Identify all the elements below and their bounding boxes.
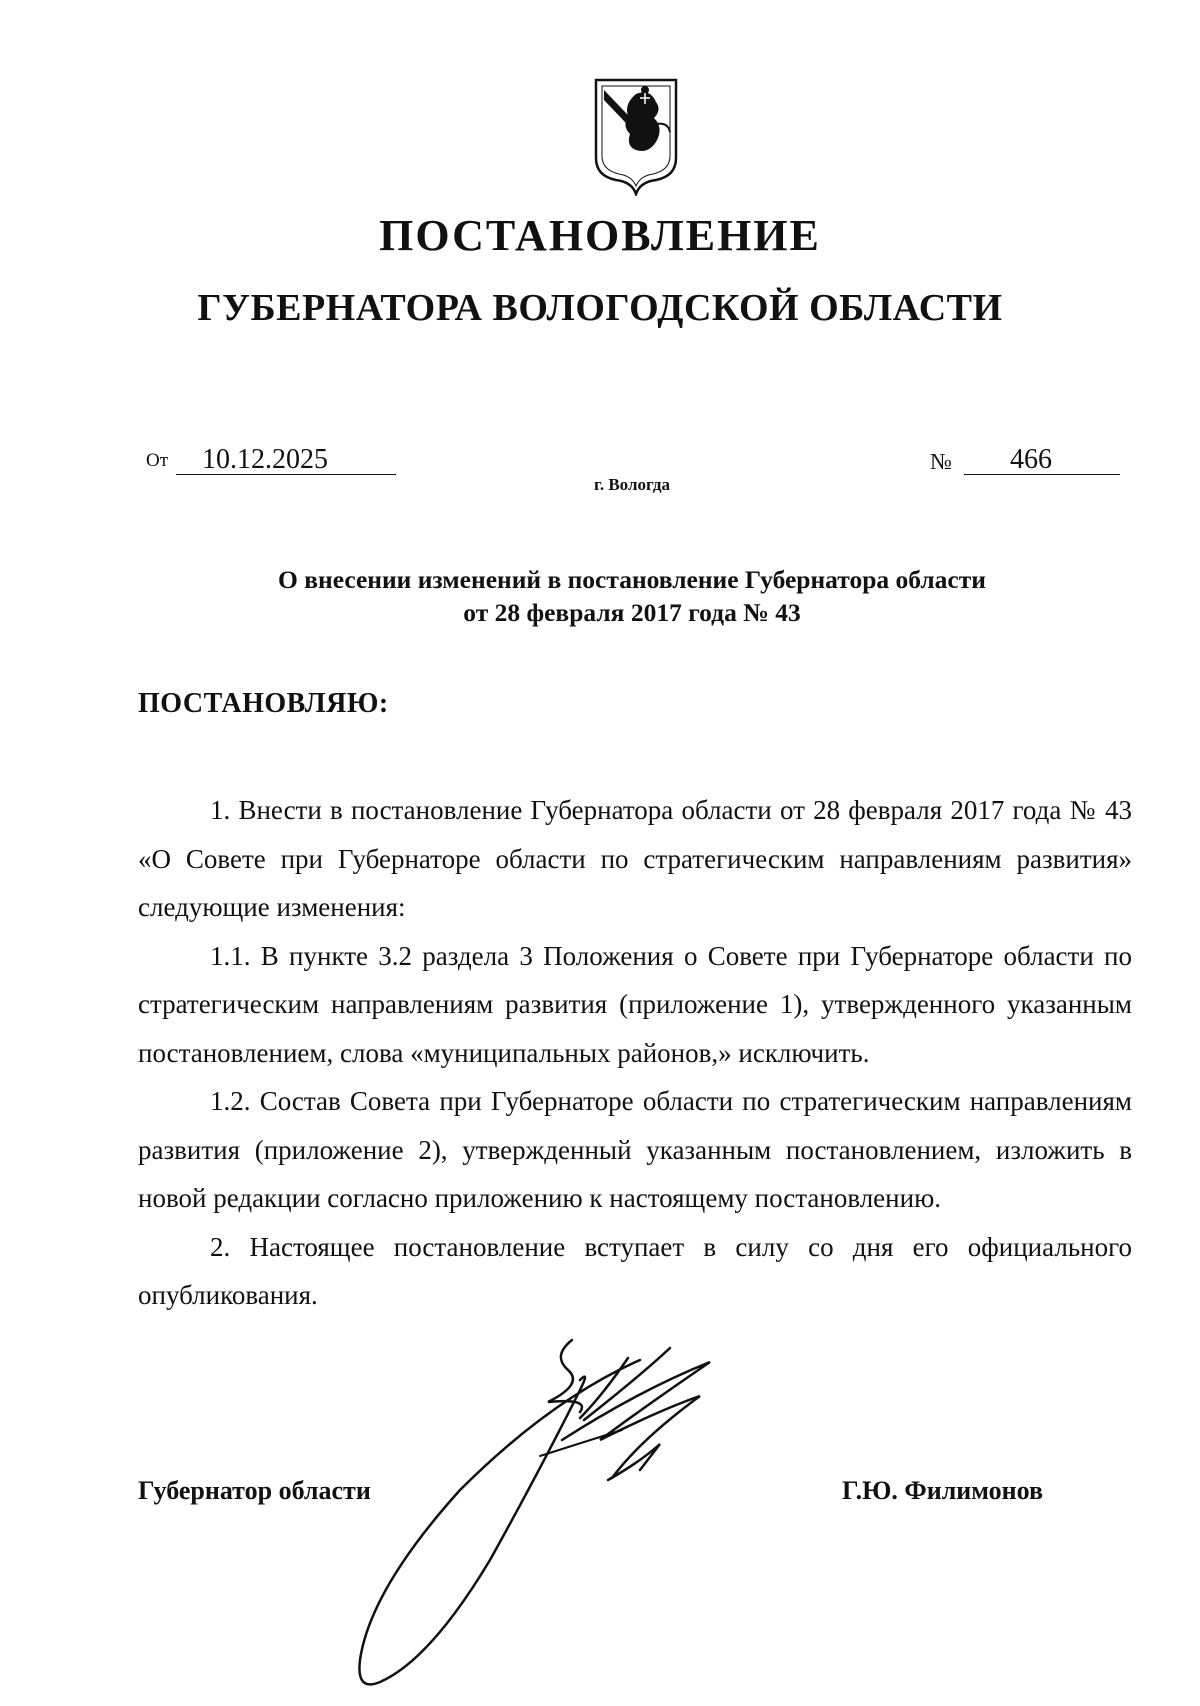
subject-line-2: от 28 февраля 2017 года № 43: [463, 598, 801, 627]
signer-name: Г.Ю. Филимонов: [842, 1476, 1044, 1505]
document-body: [138, 786, 1132, 1320]
document-number: 466: [964, 446, 1120, 475]
paragraph-1-1: 1.1. В пункте 3.2 раздела 3 Положения о Совете при Губернаторе области по стратегическим направлениям развития (приложение 1), утвержденного указанным постановлением, слова «муниципальных районов,» исключить.: [138, 940, 1132, 1068]
document-subtitle: ГУБЕРНАТОРА ВОЛОГОДСКОЙ ОБЛАСТИ: [197, 287, 1003, 329]
document-title: ПОСТАНОВЛЕНИЕ: [379, 211, 821, 260]
resolve-heading: ПОСТАНОВЛЯЮ:: [138, 688, 389, 719]
coat-of-arms-icon: [590, 76, 682, 196]
number-label: №: [930, 449, 952, 474]
paragraph-1-2: 1.2. Состав Совета при Губернаторе области по стратегическим направлениям развития (приложение 2), утвержденный указанным постановлением, изложить в новой редакции согласно приложению к настоящему постановлению.: [138, 1086, 1132, 1213]
paragraph-1: 1. Внести в постановление Губернатора области от 28 февраля 2017 года № 43 «О Совете при Губернаторе области по стратегическим направлениям развития» следующие изменения:: [138, 795, 1132, 922]
date-label: От: [146, 450, 169, 471]
paragraph-2: 2. Настоящее постановление вступает в силу со дня его официального опубликования.: [138, 1231, 1132, 1310]
handwritten-signature: [340, 1300, 780, 1700]
city-label: г. Вологда: [594, 475, 670, 494]
document-date: 10.12.2025: [176, 446, 396, 475]
signer-title: Губернатор области: [138, 1476, 371, 1505]
subject-line-1: О внесении изменений в постановление Губернатора области: [278, 565, 986, 594]
document-subject: [0, 563, 1200, 629]
